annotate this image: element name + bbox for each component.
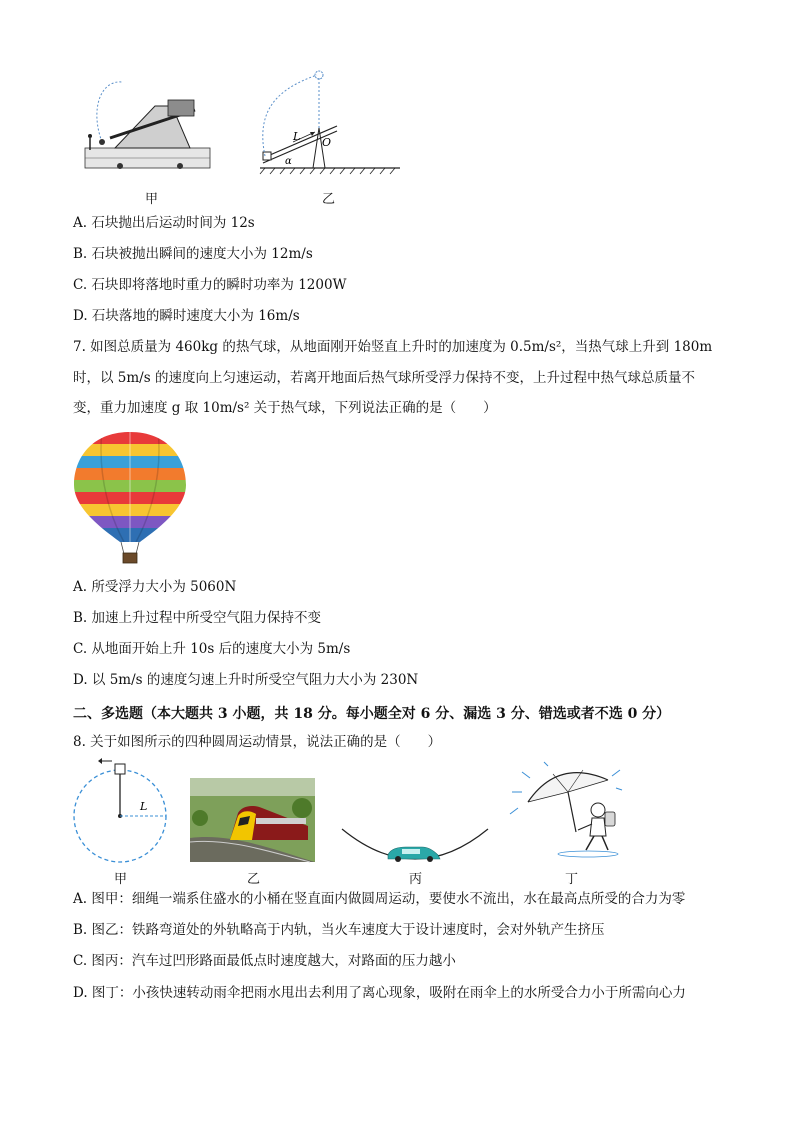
caption-yi-top: 乙 — [322, 192, 336, 207]
q7-option-d: D. 以 5m/s 的速度匀速上升时所受空气阻力大小为 230N — [73, 672, 419, 688]
q8-option-c: C. 图丙：汽车过凹形路面最低点时速度越大，对路面的压力越小 — [73, 953, 456, 969]
q6-option-b: B. 石块被抛出瞬间的速度大小为 12m/s — [73, 246, 313, 262]
q8-option-a: A. 图甲：细绳一端系住盛水的小桶在竖直面内做圆周运动，要使水不流出，水在最高点所受的合力为零 — [73, 891, 686, 907]
q7-stem-line3: 变，重力加速度 g 取 10m/s² 关于热气球，下列说法正确的是（ ） — [73, 400, 497, 416]
q7-option-a: A. 所受浮力大小为 5060N — [73, 579, 237, 595]
q6-option-d: D. 石块落地的瞬时速度大小为 16m/s — [73, 308, 300, 324]
label-O: O — [322, 136, 332, 149]
label-L-circle: L — [140, 800, 148, 813]
launch-diagram — [255, 68, 405, 180]
caption-jia-top: 甲 — [145, 192, 159, 207]
q8-option-d: D. 图丁：小孩快速转动雨伞把雨水甩出去利用了离心现象，吸附在雨伞上的水所受合力小于所需向心力 — [73, 985, 686, 1001]
umbrella-boy-diagram — [508, 762, 623, 862]
concave-road-diagram — [340, 825, 490, 865]
label-L-top: L — [293, 130, 301, 143]
train-photo — [190, 778, 315, 862]
caption-ding: 丁 — [565, 872, 579, 887]
q7-stem-line2: 时，以 5m/s 的速度向上匀速运动，若离开地面后热气球所受浮力保持不变，上升过程中热气球总质量不 — [73, 370, 695, 386]
vertical-circle-diagram — [70, 760, 170, 868]
caption-bing: 丙 — [409, 872, 423, 887]
q7-stem-line1: 7. 如图总质量为 460kg 的热气球，从地面刚开始竖直上升时的加速度为 0.5m/s²，当热气球上升到 180m — [73, 339, 713, 355]
label-alpha: α — [285, 156, 292, 167]
q8-stem: 8. 关于如图所示的四种圆周运动情景，说法正确的是（ ） — [73, 734, 442, 750]
caption-yi: 乙 — [247, 872, 261, 887]
caption-jia: 甲 — [114, 872, 128, 887]
section-2-heading: 二、多选题（本大题共 3 小题，共 18 分。每小题全对 6 分、漏选 3 分、错选或者不选 0 分） — [73, 706, 671, 722]
q8-option-b: B. 图乙：铁路弯道处的外轨略高于内轨，当火车速度大于设计速度时，会对外轨产生挤压 — [73, 922, 605, 938]
q6-option-a: A. 石块抛出后运动时间为 12s — [73, 215, 255, 231]
q7-option-b: B. 加速上升过程中所受空气阻力保持不变 — [73, 610, 322, 626]
q7-option-c: C. 从地面开始上升 10s 后的速度大小为 5m/s — [73, 641, 351, 657]
trebuchet-figure — [80, 70, 215, 180]
hot-air-balloon-image — [72, 430, 188, 566]
q6-option-c: C. 石块即将落地时重力的瞬时功率为 1200W — [73, 277, 347, 293]
